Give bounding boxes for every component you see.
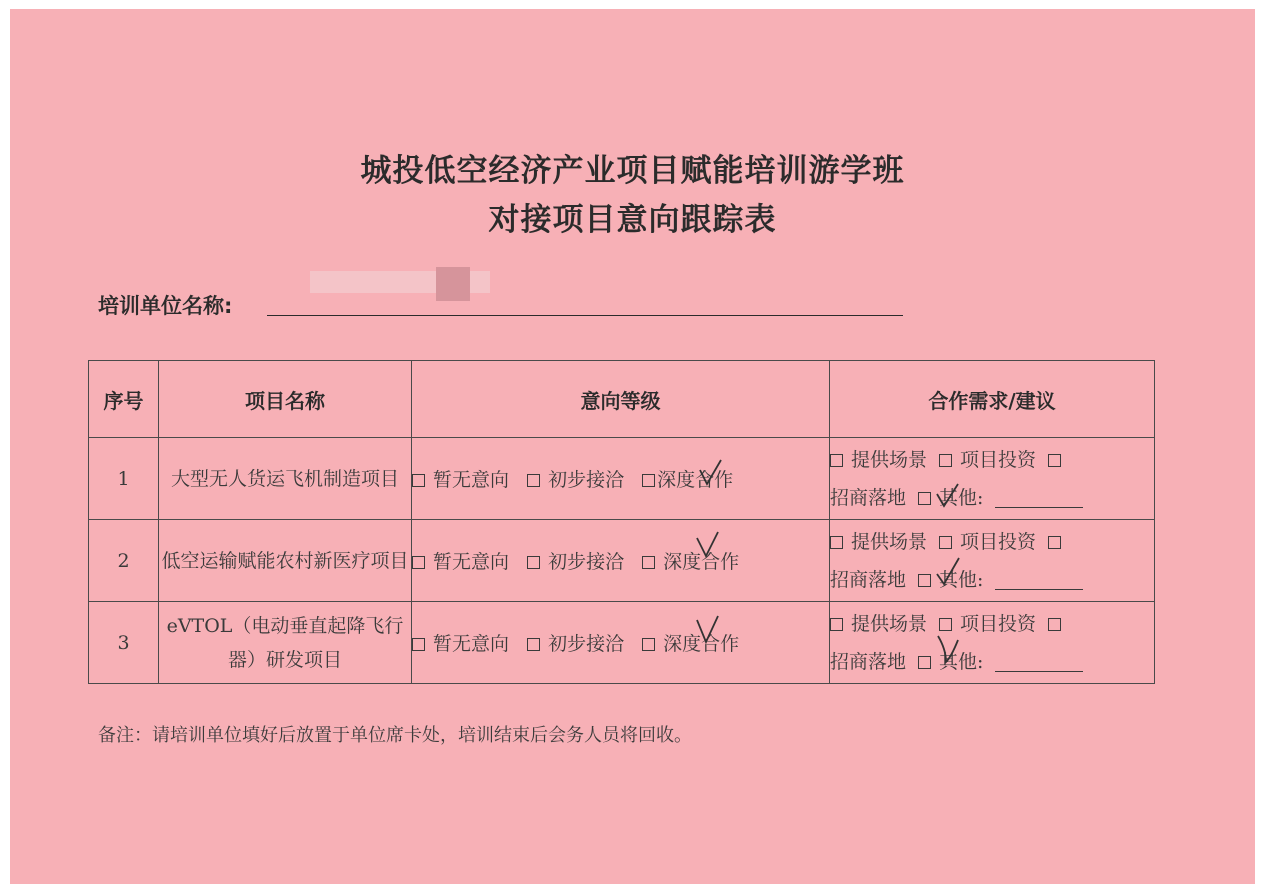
option-other[interactable]: 其他:: [918, 479, 983, 517]
checkbox[interactable]: [939, 618, 952, 631]
option-no-intent[interactable]: 暂无意向: [412, 629, 509, 656]
checkbox[interactable]: [830, 536, 843, 549]
intent-level-cell: [412, 520, 830, 602]
checkbox[interactable]: [412, 638, 425, 651]
option-initial-contact[interactable]: 初步接洽: [527, 629, 624, 656]
checkbox-checked[interactable]: [642, 638, 655, 651]
table-header-row: [89, 361, 1155, 438]
footnote: 备注：请培训单位填好后放置于单位席卡处，培训结束后会务人员将回收。: [98, 725, 692, 746]
form-title-line-2: 对接项目意向跟踪表: [488, 202, 777, 238]
option-deep-cooperation[interactable]: 深度合作: [642, 547, 739, 574]
checkbox[interactable]: [939, 536, 952, 549]
option-other[interactable]: 其他:: [918, 561, 983, 599]
checkbox-checked[interactable]: [918, 656, 931, 669]
project-name: 大型无人货运飞机制造项目: [159, 438, 412, 520]
header-cooperation: 合作需求/建议: [830, 361, 1155, 438]
checkbox-checked[interactable]: [642, 556, 655, 569]
option-no-intent[interactable]: 暂无意向: [412, 547, 509, 574]
option-investment-settlement[interactable]: 招商落地: [830, 486, 907, 509]
option-investment-settlement[interactable]: 招商落地: [830, 568, 907, 591]
checkbox[interactable]: [830, 454, 843, 467]
table-row: [89, 602, 1155, 684]
option-provide-scene[interactable]: 提供场景: [830, 605, 927, 643]
table-row: [89, 520, 1155, 602]
header-project-name: 项目名称: [159, 361, 412, 438]
checkbox[interactable]: [1048, 454, 1061, 467]
checkbox[interactable]: [527, 638, 540, 651]
other-input[interactable]: [995, 489, 1083, 508]
option-investment-settlement[interactable]: 招商落地: [830, 650, 907, 673]
checkbox[interactable]: [939, 454, 952, 467]
checkbox[interactable]: [412, 556, 425, 569]
project-table: [88, 360, 1155, 684]
project-name: 低空运输赋能农村新医疗项目: [159, 520, 412, 602]
project-name: eVTOL（电动垂直起降飞行器）研发项目: [159, 602, 412, 684]
option-project-investment[interactable]: 项目投资: [939, 605, 1036, 643]
option-deep-cooperation[interactable]: 深度合作: [642, 629, 739, 656]
option-other[interactable]: 其他:: [918, 643, 983, 681]
row-number: 3: [89, 602, 159, 684]
option-provide-scene[interactable]: 提供场景: [830, 523, 927, 561]
cooperation-cell: [830, 602, 1155, 684]
option-project-investment[interactable]: 项目投资: [939, 441, 1036, 479]
form-title-line-1: 城投低空经济产业项目赋能培训游学班: [360, 153, 905, 189]
cooperation-cell: [830, 438, 1155, 520]
option-project-investment[interactable]: 项目投资: [939, 523, 1036, 561]
option-no-intent[interactable]: 暂无意向: [412, 465, 509, 492]
option-initial-contact[interactable]: 初步接洽: [527, 465, 624, 492]
other-input[interactable]: [995, 653, 1083, 672]
intent-level-cell: [412, 438, 830, 520]
checkbox-checked[interactable]: [642, 474, 655, 487]
header-intent-level: 意向等级: [412, 361, 830, 438]
checkbox-checked[interactable]: [918, 574, 931, 587]
checkbox[interactable]: [527, 556, 540, 569]
option-initial-contact[interactable]: 初步接洽: [527, 547, 624, 574]
row-number: 1: [89, 438, 159, 520]
option-deep-cooperation[interactable]: 深度合作: [642, 465, 733, 492]
header-no: 序号: [89, 361, 159, 438]
checkbox[interactable]: [1048, 536, 1061, 549]
checkbox[interactable]: [527, 474, 540, 487]
cooperation-cell: [830, 520, 1155, 602]
row-number: 2: [89, 520, 159, 602]
checkbox[interactable]: [830, 618, 843, 631]
intent-level-cell: [412, 602, 830, 684]
option-provide-scene[interactable]: 提供场景: [830, 441, 927, 479]
table-row: [89, 438, 1155, 520]
checkbox[interactable]: [412, 474, 425, 487]
unit-name-field[interactable]: [267, 315, 903, 316]
other-input[interactable]: [995, 571, 1083, 590]
checkbox-checked[interactable]: [918, 492, 931, 505]
form-sheet: [10, 9, 1255, 884]
checkbox[interactable]: [1048, 618, 1061, 631]
unit-name-label: 培训单位名称:: [98, 294, 233, 318]
redaction-block: [436, 267, 470, 301]
